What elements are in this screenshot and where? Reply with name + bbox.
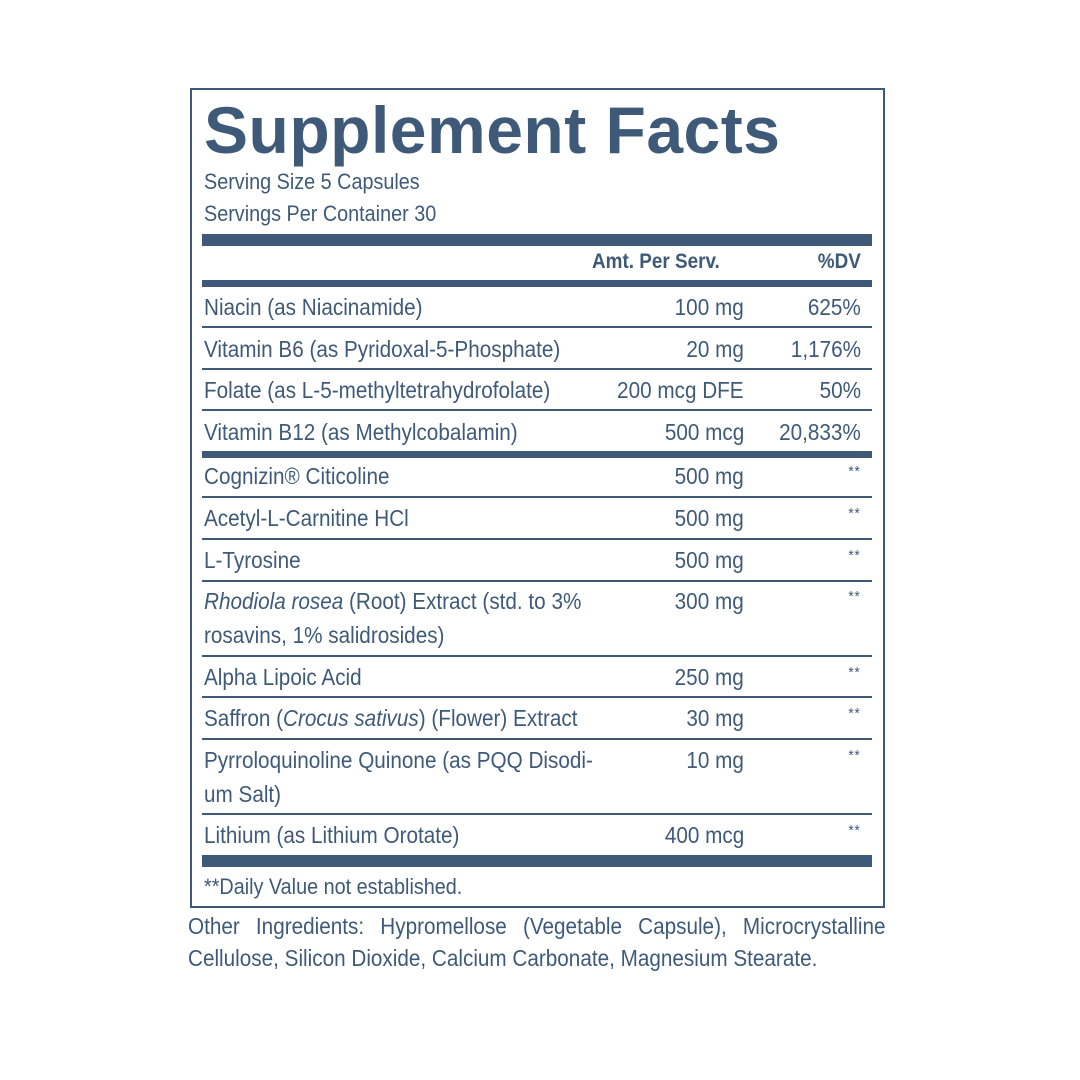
ingredient-name-line2: rosavins, 1% salidrosides) [204, 622, 445, 648]
servings-per-container: Servings Per Container 30 [204, 201, 437, 226]
header-amount: Amt. Per Serv. [592, 250, 720, 273]
row-divider [202, 538, 872, 540]
row-divider [202, 326, 872, 328]
ingredient-amount: 30 mg [686, 705, 744, 731]
ingredient-amount: 500 mcg [664, 419, 744, 445]
ingredient-name: Vitamin B6 (as Pyridoxal-5-Phosphate) [204, 336, 561, 362]
ingredient-dv: ** [848, 664, 861, 681]
ingredient-amount: 300 mg [674, 588, 744, 614]
row-divider [202, 368, 872, 370]
ingredient-name [204, 585, 581, 617]
section-divider [202, 451, 872, 458]
ingredient-name: Alpha Lipoic Acid [204, 664, 362, 690]
ingredient-dv: ** [848, 463, 861, 480]
ingredient-name: Acetyl-L-Carnitine HCl [204, 505, 409, 531]
ingredient-amount: 200 mcg DFE [617, 377, 744, 403]
row-divider [202, 496, 872, 498]
ingredient-amount: 20 mg [686, 336, 744, 362]
ingredient-name-italic: Crocus sativus [283, 705, 419, 731]
ingredient-amount: 10 mg [686, 747, 744, 773]
ingredient-name: Vitamin B12 (as Methylcobalamin) [204, 419, 518, 445]
ingredient-dv: ** [848, 822, 861, 839]
ingredient-dv: ** [848, 705, 861, 722]
ingredient-amount: 500 mg [674, 463, 744, 489]
row-divider [202, 409, 872, 411]
supplement-facts-panel [190, 88, 885, 908]
ingredient-name-pre: Saffron ( [204, 705, 284, 731]
ingredient-amount: 500 mg [674, 547, 744, 573]
thick-divider-top [202, 234, 872, 246]
ingredient-name-post: ) (Flower) Extract [418, 705, 578, 731]
ingredient-name: Niacin (as Niacinamide) [204, 294, 423, 320]
ingredient-amount: 400 mcg [664, 822, 744, 848]
ingredient-dv: ** [848, 505, 861, 522]
panel-title: Supplement Facts [204, 93, 781, 167]
ingredient-dv: 625% [808, 294, 861, 320]
header-dv: %DV [817, 250, 861, 273]
ingredient-dv: ** [848, 747, 861, 764]
row-divider [202, 813, 872, 815]
ingredient-dv: 50% [819, 377, 861, 403]
ingredient-name-italic: Rhodiola rosea [204, 588, 344, 614]
ingredient-dv: 20,833% [779, 419, 861, 445]
ingredient-name-rest: (Root) Extract (std. to 3% [343, 588, 582, 614]
ingredient-dv: 1,176% [790, 336, 861, 362]
ingredient-amount: 500 mg [674, 505, 744, 531]
ingredient-name: Lithium (as Lithium Orotate) [204, 822, 460, 848]
header-divider [202, 280, 872, 287]
row-divider [202, 738, 872, 740]
ingredient-name [204, 702, 577, 734]
ingredient-name: Folate (as L-5-methyltetrahydrofolate) [204, 377, 551, 403]
footnote: **Daily Value not established. [204, 874, 463, 899]
other-ingredients: Other Ingredients: Hypromellose (Vegetable Capsule), Microcrystalline Cellulose, Silicon Dioxide, Calcium Carbonate, Magnesium Stearate. [188, 913, 886, 971]
row-divider [202, 696, 872, 698]
row-divider [202, 655, 872, 657]
ingredient-amount: 250 mg [674, 664, 744, 690]
thick-divider-bottom [202, 855, 872, 867]
ingredient-dv: ** [848, 588, 861, 605]
ingredient-name: Pyrroloquinoline Quinone (as PQQ Disodi- [204, 747, 593, 773]
ingredient-dv: ** [848, 547, 861, 564]
ingredient-name: L-Tyrosine [204, 547, 301, 573]
ingredient-name-line2: um Salt) [204, 781, 282, 807]
ingredient-amount: 100 mg [674, 294, 744, 320]
row-divider [202, 580, 872, 582]
ingredient-name: Cognizin® Citicoline [204, 463, 390, 489]
serving-size: Serving Size 5 Capsules [204, 169, 420, 194]
